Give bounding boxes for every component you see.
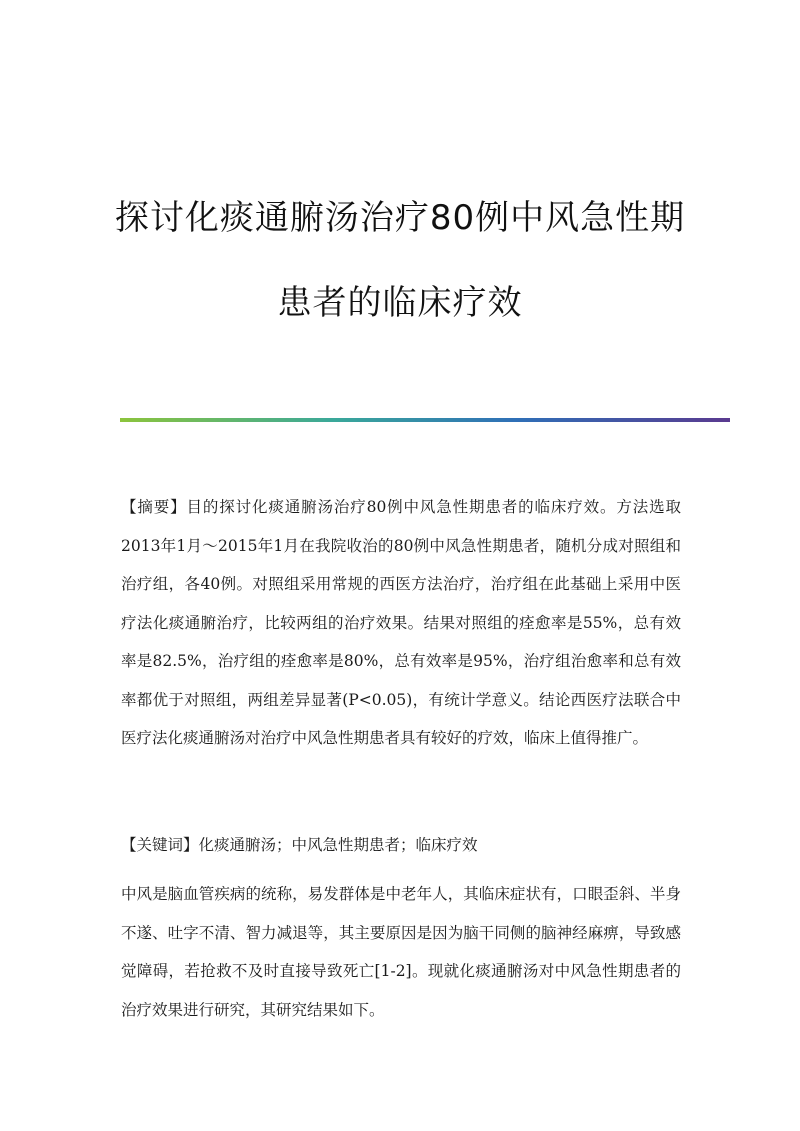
keywords-label: 【关键词】 <box>121 836 199 854</box>
intro-paragraph: 中风是脑血管疾病的统称，易发群体是中老年人，其临床症状有，口眼歪斜、半身不遂、吐字不清、智力减退等，其主要原因是因为脑干同侧的脑神经麻痹，导致感觉障碍，若抢救不及时直接导致死亡[1-2]。现就化痰通腑汤对中风急性期患者的治疗效果进行研究，其研究结果如下。 <box>121 885 681 1019</box>
abstract-text: 目的探讨化痰通腑汤治疗80例中风急性期患者的临床疗效。方法选取2013年1月～2015年1月在我院收治的80例中风急性期患者，随机分成对照组和治疗组，各40例。对照组采用常规的西医方法治疗，治疗组在此基础上采用中医疗法化痰通腑治疗，比较两组的治疗效果。结果对照组的痊愈率是55%，总有效率是82.5%，治疗组的痊愈率是80%，总有效率是95%，治疗组治愈率和总有效率都优于对照组，两组差异显著(P<0.05)，有统计学意义。结论西医疗法联合中医疗法化痰通腑汤对治疗中风急性期患者具有较好的疗效，临床上值得推广。 <box>121 498 681 747</box>
title-divider <box>120 418 730 422</box>
page-title-line-2: 患者的临床疗效 <box>277 283 523 323</box>
keywords-paragraph <box>121 826 681 865</box>
keywords-text: 化痰通腑汤；中风急性期患者；临床疗效 <box>198 836 478 854</box>
abstract-label: 【摘要】 <box>121 498 187 516</box>
abstract-paragraph <box>121 488 681 758</box>
page-title-line-1: 探讨化痰通腑汤治疗80例中风急性期 <box>114 198 686 238</box>
